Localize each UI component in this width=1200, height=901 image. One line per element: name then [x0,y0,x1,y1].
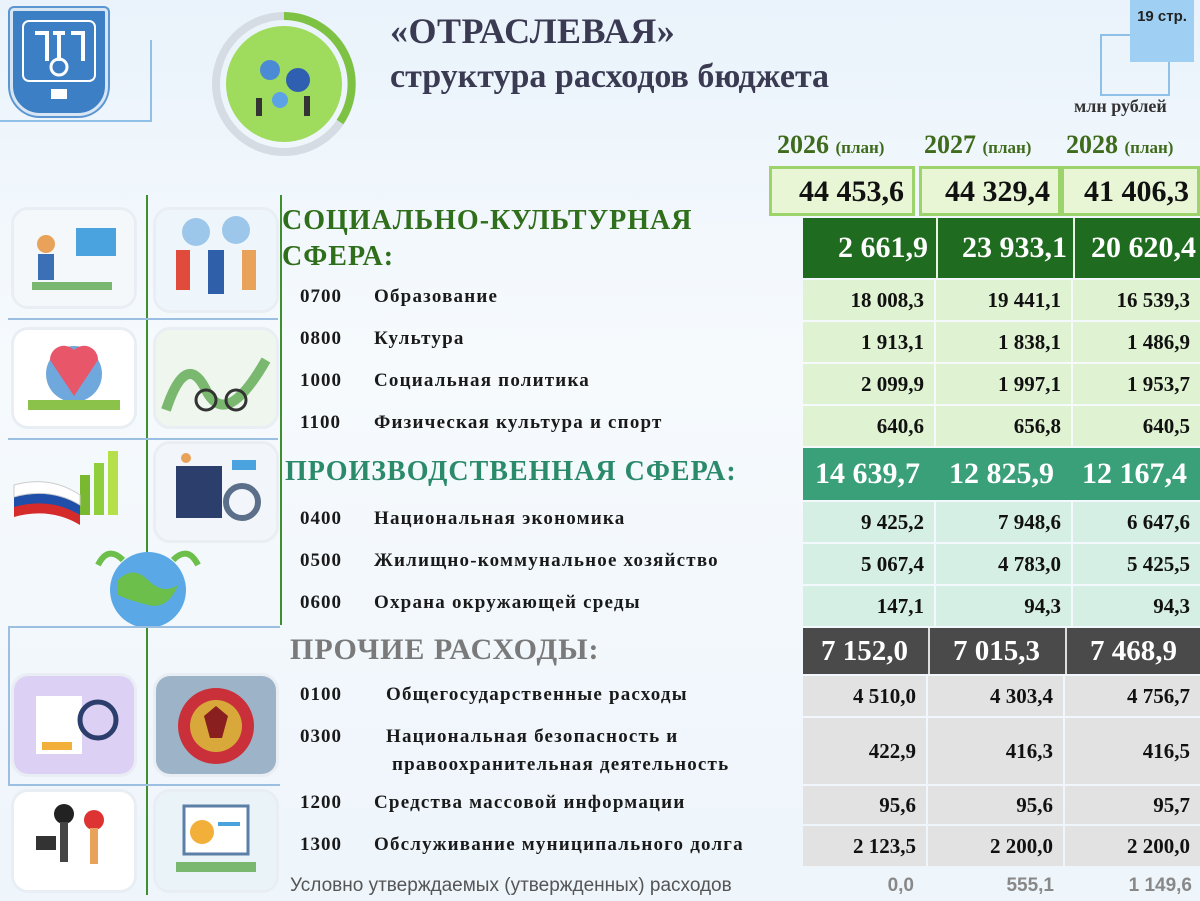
value-cell: 422,9 [803,718,926,784]
row-label: правоохранительная деятельность [392,754,730,775]
table-row [300,684,800,710]
table-row [300,286,800,312]
year-header-2027: 2027 (план) [924,130,1032,159]
decor-frame [8,626,280,786]
value-cell: 19 441,1 [936,280,1071,320]
section-title-social: СОЦИАЛЬНО-КУЛЬТУРНАЯ СФЕРА: [282,205,693,272]
row-code: 0800 [300,328,342,349]
row-code: 0700 [300,286,342,307]
value-cell: 4 303,4 [928,676,1063,716]
year-header-2026: 2026 (план) [777,130,885,159]
footer-value-2028: 1 149,6 [1128,875,1192,896]
value-cell: 2 200,0 [928,826,1063,866]
row-label: Обслуживание муниципального долга [374,834,744,855]
table-row [300,726,800,782]
table-row [300,550,800,576]
value-cell: 4 756,7 [1065,676,1200,716]
value-cell: 2 099,9 [803,364,934,404]
social-total-2027: 23 933,1 [936,218,1071,278]
row-label: Образование [374,286,499,307]
row-code: 0600 [300,592,342,613]
units-label: млн рублей [1074,96,1167,116]
row-label: Средства массовой информации [374,792,686,813]
page-title-line1: «ОТРАСЛЕВАЯ» [390,11,676,51]
page-number-badge: 19 стр. [1130,0,1194,62]
other-total-2027: 7 015,3 [928,628,1063,674]
value-cell: 416,5 [1065,718,1200,784]
value-cell: 95,6 [803,786,926,824]
social-total-2026: 2 661,9 [838,231,928,264]
production-total-2026: 14 639,7 [815,457,920,490]
value-cell: 7 948,6 [936,502,1071,542]
value-cell: 1 953,7 [1073,364,1200,404]
value-cell: 5 067,4 [803,544,934,584]
year-header-2028: 2028 (план) [1066,130,1174,159]
row-code: 0400 [300,508,342,529]
production-total-2028: 12 167,4 [1082,457,1187,490]
value-cell: 147,1 [803,586,934,626]
other-total-2026: 7 152,0 [821,634,908,667]
health-puzzle-illustration-icon [14,330,134,426]
total-2028: 41 406,3 [1061,166,1200,216]
row-code: 0500 [300,550,342,571]
value-cell: 2 200,0 [1065,826,1200,866]
collage-circle-icon [200,10,368,158]
table-row [300,412,800,438]
finance-illustration-icon [156,792,276,890]
row-code: 1300 [300,834,342,855]
divider-line [8,438,278,440]
value-cell: 1 913,1 [803,322,934,362]
row-code: 0100 [300,684,342,705]
value-cell: 640,6 [803,406,934,446]
footer-value-2027: 555,1 [1006,875,1054,896]
value-cell: 18 008,3 [803,280,934,320]
production-total-2027: 12 825,9 [949,457,1054,490]
education-illustration-icon [14,210,134,306]
value-cell: 2 123,5 [803,826,926,866]
value-cell: 94,3 [936,586,1071,626]
value-cell: 640,5 [1073,406,1200,446]
value-cell: 1 838,1 [936,322,1071,362]
section-title-other: ПРОЧИЕ РАСХОДЫ: [290,633,600,666]
row-code: 1200 [300,792,342,813]
growth-chart-illustration-icon [10,445,140,535]
ecology-globe-illustration-icon [88,535,208,635]
total-2027: 44 329,4 [919,166,1061,216]
row-code: 0300 [300,726,342,747]
media-microphones-illustration-icon [14,792,134,890]
sport-illustration-icon [156,330,276,426]
table-row [300,834,800,860]
value-cell: 6 647,6 [1073,502,1200,542]
page-title-line2: структура расходов бюджета [390,58,830,95]
row-label: Социальная политика [374,370,591,391]
value-cell: 95,6 [928,786,1063,824]
total-2026: 44 453,6 [769,166,915,216]
value-cell: 9 425,2 [803,502,934,542]
value-cell: 4 783,0 [936,544,1071,584]
value-cell: 416,3 [928,718,1063,784]
row-label: Жилищно-коммунальное хозяйство [374,550,719,571]
table-row [300,792,800,818]
people-illustration-icon [156,210,276,310]
row-label: Культура [374,328,465,349]
row-label: Общегосударственные расходы [386,684,688,705]
value-cell: 94,3 [1073,586,1200,626]
row-code: 1000 [300,370,342,391]
value-cell: 4 510,0 [803,676,926,716]
value-cell: 16 539,3 [1073,280,1200,320]
tech-illustration-icon [156,444,276,540]
row-label: Национальная безопасность и [386,726,679,747]
section-title-production: ПРОИЗВОДСТВЕННАЯ СФЕРА: [285,456,737,487]
value-cell: 1 486,9 [1073,322,1200,362]
row-label: Физическая культура и спорт [374,412,663,433]
table-row [300,592,800,618]
table-row [300,328,800,354]
city-emblem-icon [10,8,108,116]
footer-value-2026: 0,0 [887,875,914,896]
value-cell: 5 425,5 [1073,544,1200,584]
value-cell: 1 997,1 [936,364,1071,404]
row-code: 1100 [300,412,341,433]
table-row [300,508,800,534]
other-total-2028: 7 468,9 [1065,628,1200,674]
table-row [300,370,800,396]
value-cell: 656,8 [936,406,1071,446]
footer-label: Условно утверждаемых (утвержденных) расходов [290,875,732,896]
value-cell: 95,7 [1065,786,1200,824]
divider-line [8,318,278,320]
social-total-2028: 20 620,4 [1073,218,1200,278]
row-label: Национальная экономика [374,508,626,529]
row-label: Охрана окружающей среды [374,592,641,613]
